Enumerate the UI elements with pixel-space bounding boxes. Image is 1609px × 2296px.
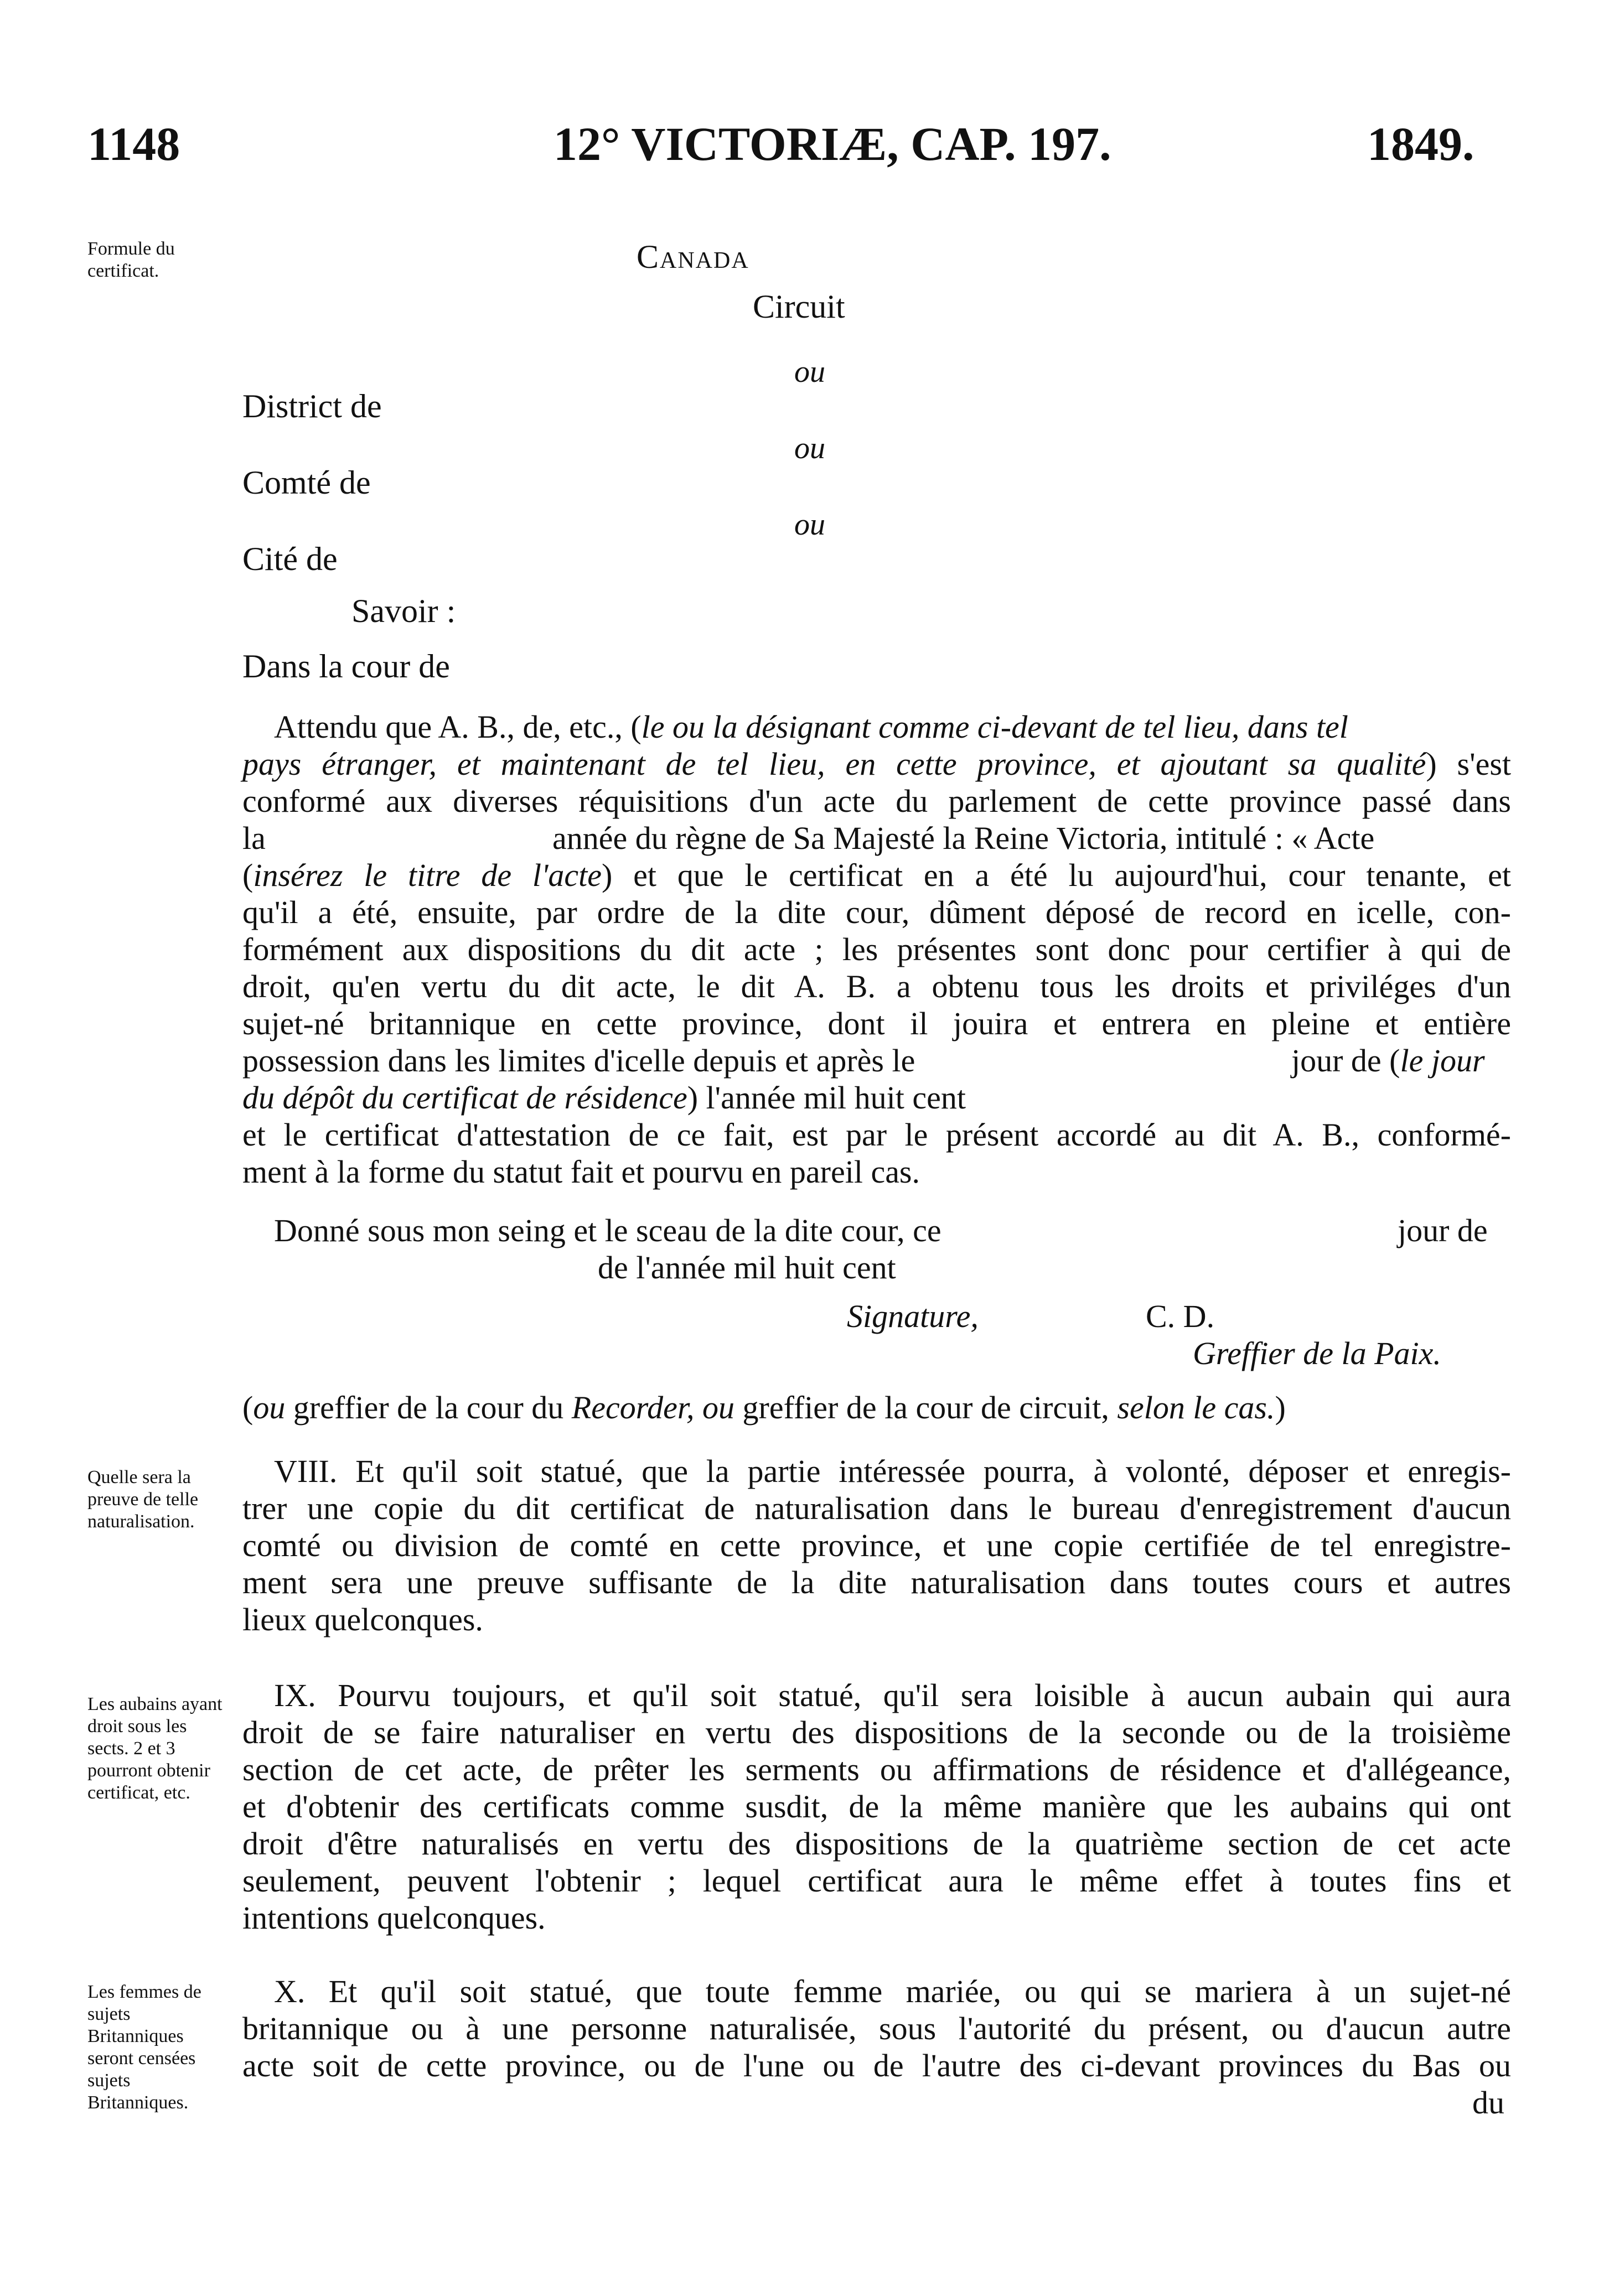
alt-text: )	[1275, 1390, 1286, 1426]
x-line-2: britannique ou à une personne naturalisée, sous l'autorité du présent, ou d'aucun autre	[242, 2010, 1511, 2046]
alt-text: greffier de la cour de circuit,	[734, 1390, 1117, 1426]
alt-text: (	[242, 1390, 253, 1426]
signer-name: C. D.	[1146, 1298, 1215, 1334]
alt-text: greffier de la cour du	[285, 1390, 572, 1426]
x-line-3: acte soit de cette province, ou de l'une ou de l'autre des ci-devant provinces du Bas ou	[242, 2048, 1511, 2083]
cert-text: ) s'est	[1426, 746, 1512, 782]
cert-text-italic: le jour	[1400, 1043, 1485, 1079]
clerk-title: Greffier de la Paix.	[1193, 1335, 1441, 1371]
x-line-1: X. Et qu'il soit statué, que toute femme mariée, ou qui se mariera à un sujet-né	[274, 1973, 1511, 2009]
cert-text-group	[1291, 1042, 1485, 1079]
cert-text: la	[242, 820, 266, 856]
given-line-2: de l'année mil huit cent	[598, 1250, 896, 1286]
cert-line-7: formément aux dispositions du dit acte ; les présentes sont donc pour certifier à qui de	[242, 931, 1511, 967]
alt-text-italic: ou	[253, 1390, 286, 1426]
form-cite: Cité de	[242, 541, 338, 577]
cert-line-13: ment à la forme du statut fait et pourvu en pareil cas.	[242, 1154, 920, 1190]
cert-text: ) l'année mil huit cent	[687, 1080, 966, 1116]
ix-line-7: intentions quelconques.	[242, 1900, 546, 1936]
form-canada: Canada	[637, 239, 749, 275]
given-jour-de: jour de	[1398, 1212, 1488, 1248]
catchword: du	[1472, 2085, 1504, 2121]
cert-text: Attendu que A. B., de, etc., (	[274, 709, 641, 745]
cert-text-italic: insérez le titre de l'acte	[253, 857, 602, 893]
form-ou-1: ou	[794, 355, 825, 389]
ix-line-1: IX. Pourvu toujours, et qu'il soit statué, qu'il sera loisible à aucun aubain qui aura	[274, 1677, 1511, 1713]
form-ou-2: ou	[794, 431, 825, 465]
ix-line-6: seulement, peuvent l'obtenir ; lequel certificat aura le même effet à toutes fins et	[242, 1863, 1511, 1899]
cert-line-8: droit, qu'en vertu du dit acte, le dit A. B. a obtenu tous les droits et priviléges d'un	[242, 968, 1511, 1004]
signature-label: Signature,	[847, 1298, 979, 1334]
given-line-1: Donné sous mon seing et le sceau de la dite cour, ce	[274, 1212, 941, 1248]
form-ou-3: ou	[794, 507, 825, 542]
alt-text-italic: Recorder, ou	[571, 1390, 735, 1426]
alternate-clerk-line	[242, 1389, 1286, 1426]
cert-text-italic: du dépôt du certificat de résidence	[242, 1080, 687, 1116]
alt-text-italic: selon le cas.	[1117, 1390, 1275, 1426]
ix-line-2: droit de se faire naturaliser en vertu des dispositions de la seconde ou de la troisième	[242, 1714, 1511, 1750]
cert-line-9: sujet-né britannique en cette province, dont il jouira et entrera en pleine et entière	[242, 1006, 1511, 1041]
page-number: 1148	[87, 117, 180, 170]
cert-line-1	[274, 708, 1511, 745]
running-title: 12° VICTORIÆ, CAP. 197.	[553, 117, 1111, 170]
cert-text: ) et que le certificat en a été lu aujourd'hui, cour tenante, et	[602, 857, 1511, 893]
cert-line-3: conformé aux diverses réquisitions d'un acte du parlement de cette province passé dans	[242, 783, 1511, 819]
margin-note-aliens: Les aubains ayant droit sous les sects. 2 et 3 pourront obtenir certificat, etc.	[87, 1694, 223, 1803]
cert-text-italic: le ou la désignant comme ci-devant de tel lieu, dans tel	[641, 709, 1348, 745]
viii-line-1: VIII. Et qu'il soit statué, que la partie intéressée pourra, à volonté, déposer et enregis-	[274, 1453, 1511, 1489]
viii-line-2: trer une copie du dit certificat de naturalisation dans le bureau d'enregistrement d'aucun	[242, 1490, 1511, 1526]
cert-line-12: et le certificat d'attestation de ce fait, est par le présent accordé au dit A. B., conformé-	[242, 1117, 1511, 1153]
cert-text-italic: pays étranger, et maintenant de tel lieu, en cette province, et ajoutant sa qualité	[242, 746, 1426, 782]
margin-note-form: Formule du certificat.	[87, 239, 175, 281]
cert-line-5	[242, 857, 1511, 894]
cert-text: jour de (	[1291, 1043, 1400, 1079]
viii-line-4: ment sera une preuve suffisante de la dite naturalisation dans toutes cours et autres	[242, 1564, 1511, 1600]
cert-line-10	[242, 1042, 1511, 1079]
ix-line-4: et d'obtenir des certificats comme susdit, de la même manière que les aubains qui ont	[242, 1789, 1511, 1825]
form-cour: Dans la cour de	[242, 648, 450, 685]
form-comte: Comté de	[242, 464, 371, 501]
form-circuit: Circuit	[753, 288, 845, 325]
margin-note-proof: Quelle sera la preuve de telle naturalisation.	[87, 1467, 199, 1532]
ix-line-5: droit d'être naturalisés en vertu des dispositions de la quatrième section de cet acte	[242, 1826, 1511, 1862]
cert-line-2	[242, 745, 1511, 782]
cert-line-4	[242, 820, 1511, 857]
page-year: 1849.	[1367, 117, 1475, 170]
form-savoir: Savoir :	[351, 593, 456, 629]
cert-text: année du règne de Sa Majesté la Reine Victoria, intitulé : « Acte	[552, 820, 1375, 856]
viii-line-3: comté ou division de comté en cette province, et une copie certifiée de tel enregistre-	[242, 1527, 1511, 1563]
ix-line-3: section de cet acte, de prêter les serments ou affirmations de résidence et d'allégeance,	[242, 1751, 1511, 1787]
cert-text: possession dans les limites d'icelle depuis et après le	[242, 1043, 915, 1079]
cert-line-11	[242, 1079, 1511, 1116]
cert-text: (	[242, 857, 253, 893]
cert-line-6: qu'il a été, ensuite, par ordre de la dite cour, dûment déposé de record en icelle, con-	[242, 894, 1511, 930]
margin-note-wives: Les femmes de sujets Britanniques seront censées sujets Britanniques.	[87, 1982, 201, 2113]
viii-line-5: lieux quelconques.	[242, 1602, 483, 1637]
form-district: District de	[242, 388, 382, 424]
